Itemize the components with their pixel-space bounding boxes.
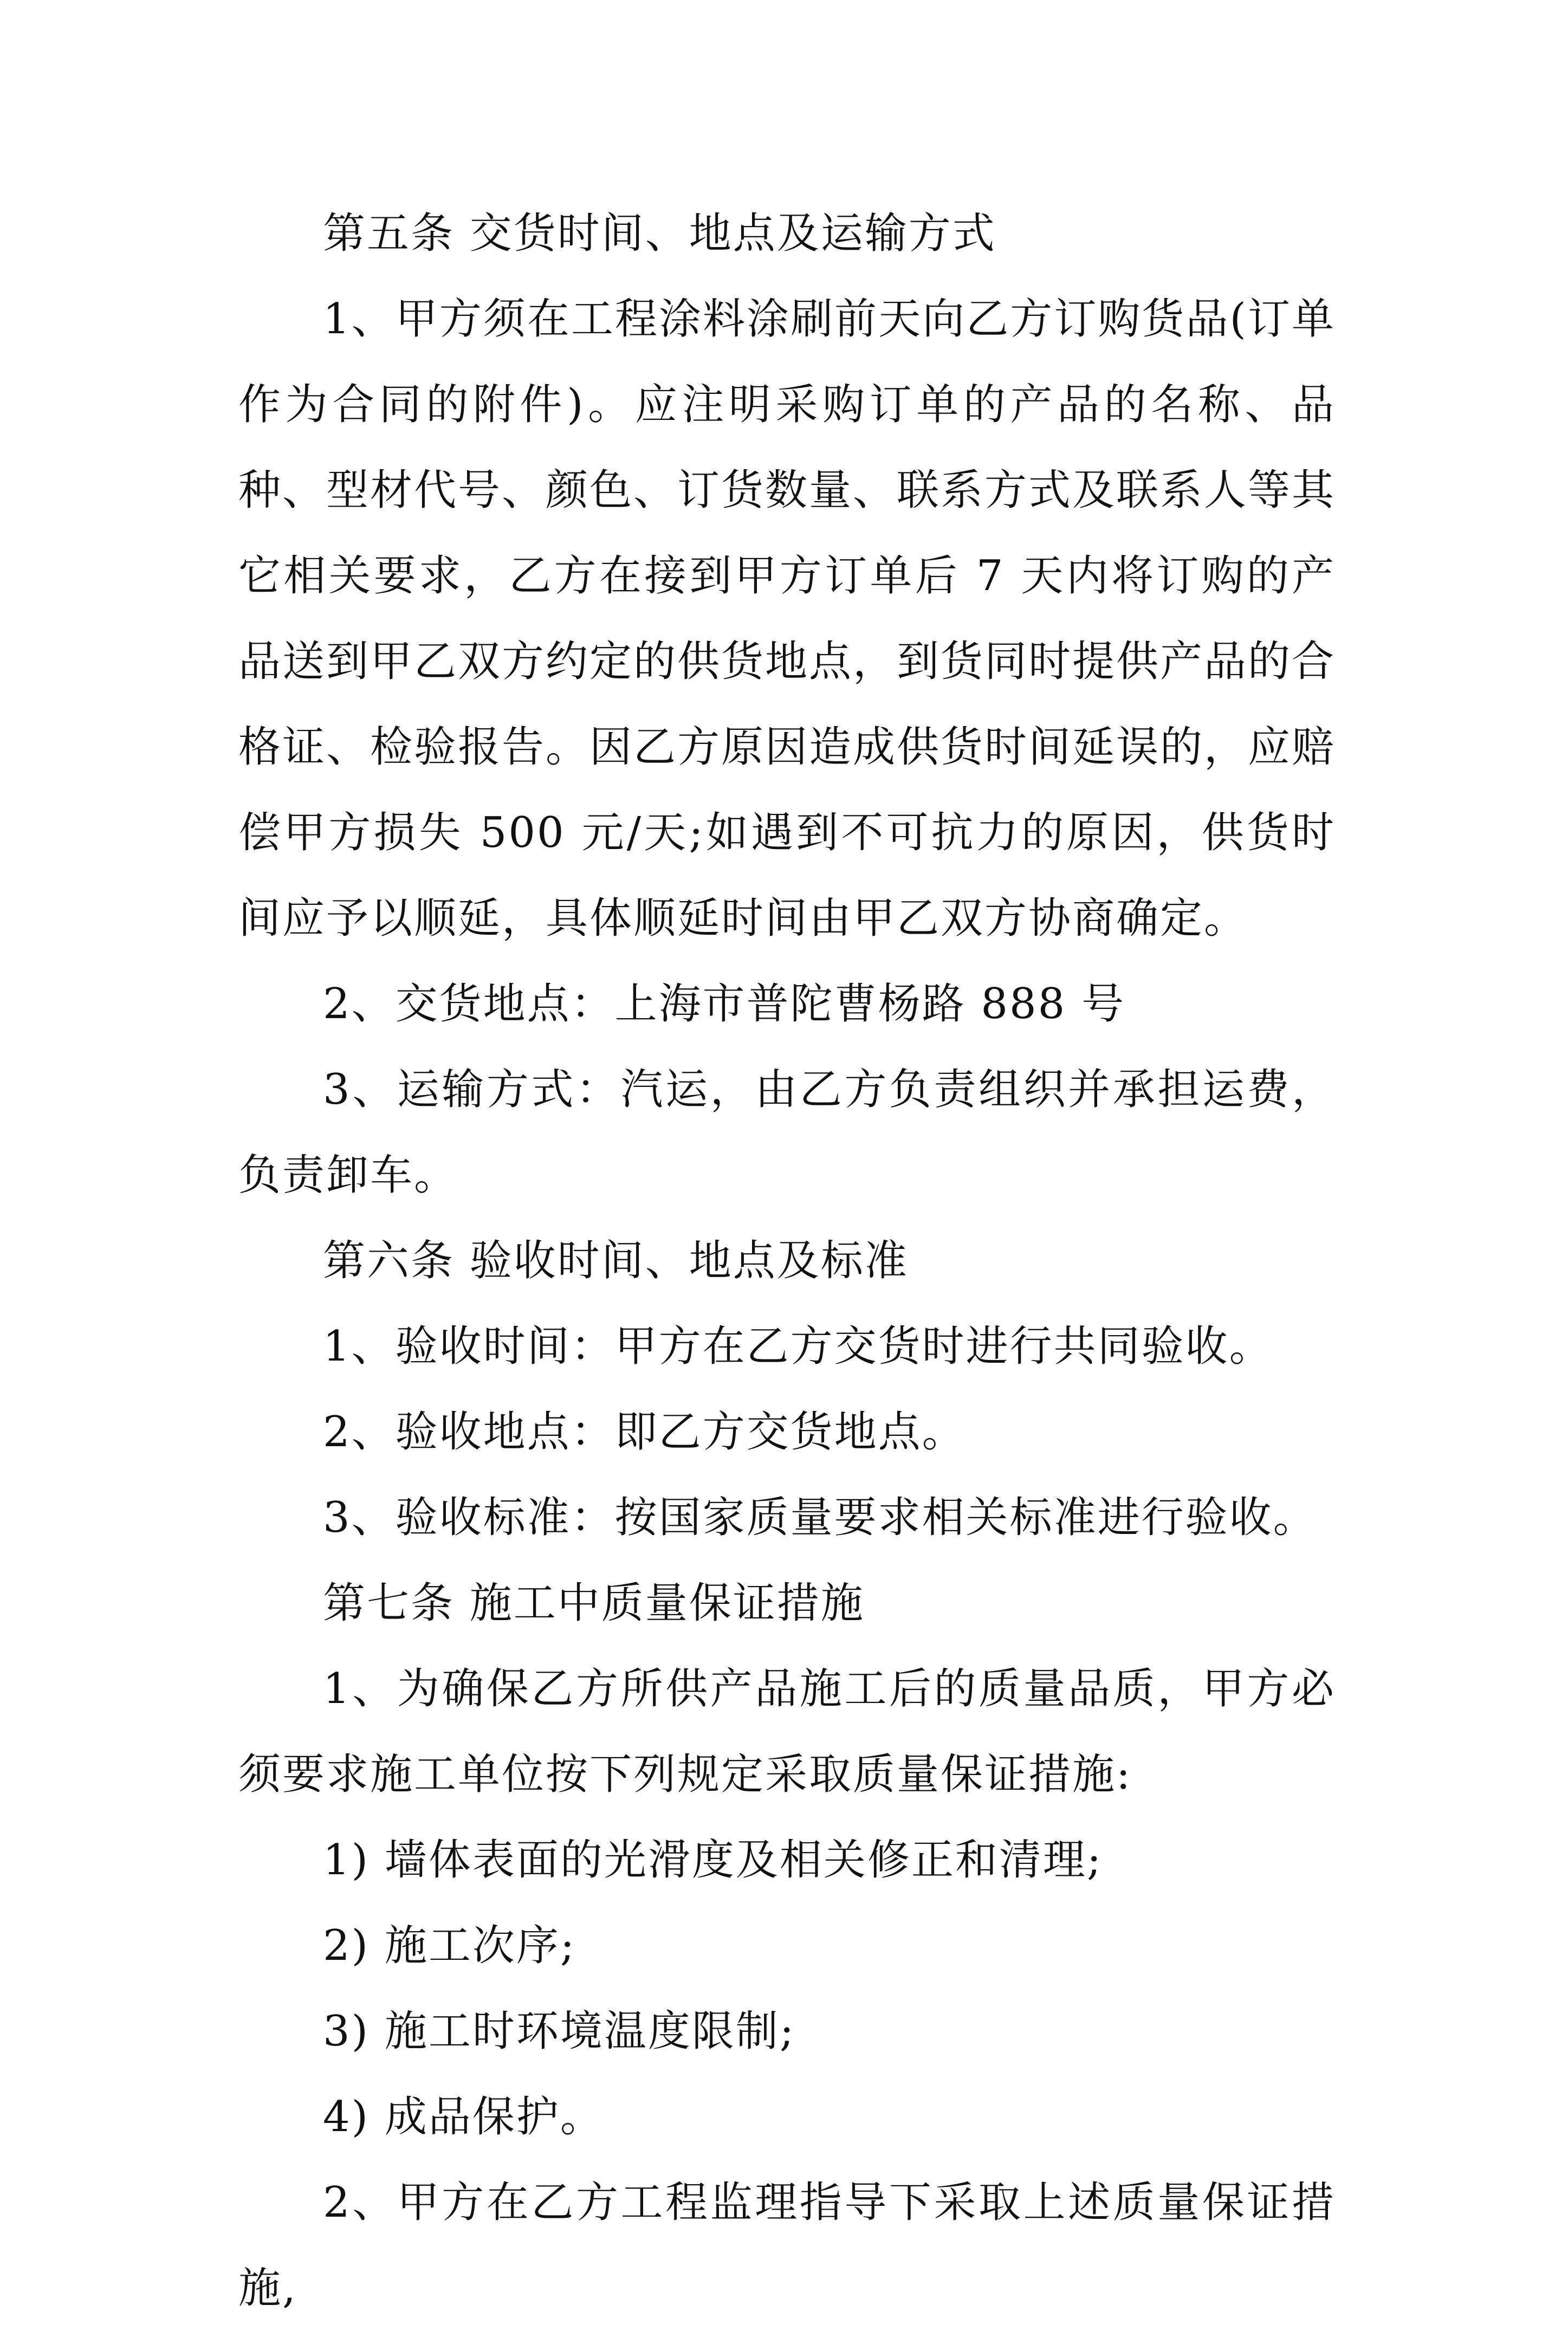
- article-5-clause-1: 1、甲方须在工程涂料涂刷前天向乙方订购货品(订单作为合同的附件)。应注明采购订单的产品的名称、品种、型材代号、颜色、订货数量、联系方式及联系人等其它相关要求，乙方在接到甲方订单后 7 天内将订购的产品送到甲乙双方约定的供货地点，到货同时提供产品的合格证、检验报告。因乙方原因造成供货时间延误的，应赔偿甲方损失 500 元/天;如遇到不可抗力的原因，供货时间应予以顺延，具体顺延时间由甲乙双方协商确定。: [238, 295, 1336, 943]
- document-body: [238, 191, 1336, 2331]
- article-6-clause-3: 3、验收标准：按国家质量要求相关标准进行验收。: [323, 1493, 1317, 1542]
- article-7-item-4: 4) 成品保护。: [323, 2093, 604, 2141]
- article-5-clause-2: 2、交货地点：上海市普陀曹杨路 888 号: [323, 980, 1126, 1028]
- article-5-clause-3: 3、运输方式：汽运，由乙方负责组织并承担运费，负责卸车。: [238, 1065, 1336, 1200]
- article-5-heading: 第五条 交货时间、地点及运输方式: [323, 209, 996, 258]
- article-7-item-3: 3) 施工时环境温度限制;: [323, 2007, 796, 2056]
- article-7-heading: 第七条 施工中质量保证措施: [323, 1579, 865, 1628]
- article-7-clause-1: 1、为确保乙方所供产品施工后的质量品质，甲方必须要求施工单位按下列规定采取质量保证措施:: [238, 1665, 1336, 1799]
- article-6-clause-2: 2、验收地点：即乙方交货地点。: [323, 1408, 966, 1456]
- article-7-clause-2: 2、甲方在乙方工程监理指导下采取上述质量保证措施,: [238, 2178, 1336, 2313]
- article-6-clause-1: 1、验收时间：甲方在乙方交货时进行共同验收。: [323, 1322, 1273, 1371]
- article-6-heading: 第六条 验收时间、地点及标准: [323, 1236, 909, 1285]
- article-7-item-2: 2) 施工次序;: [323, 1921, 576, 1970]
- article-7-item-1: 1) 墙体表面的光滑度及相关修正和清理;: [323, 1836, 1103, 1885]
